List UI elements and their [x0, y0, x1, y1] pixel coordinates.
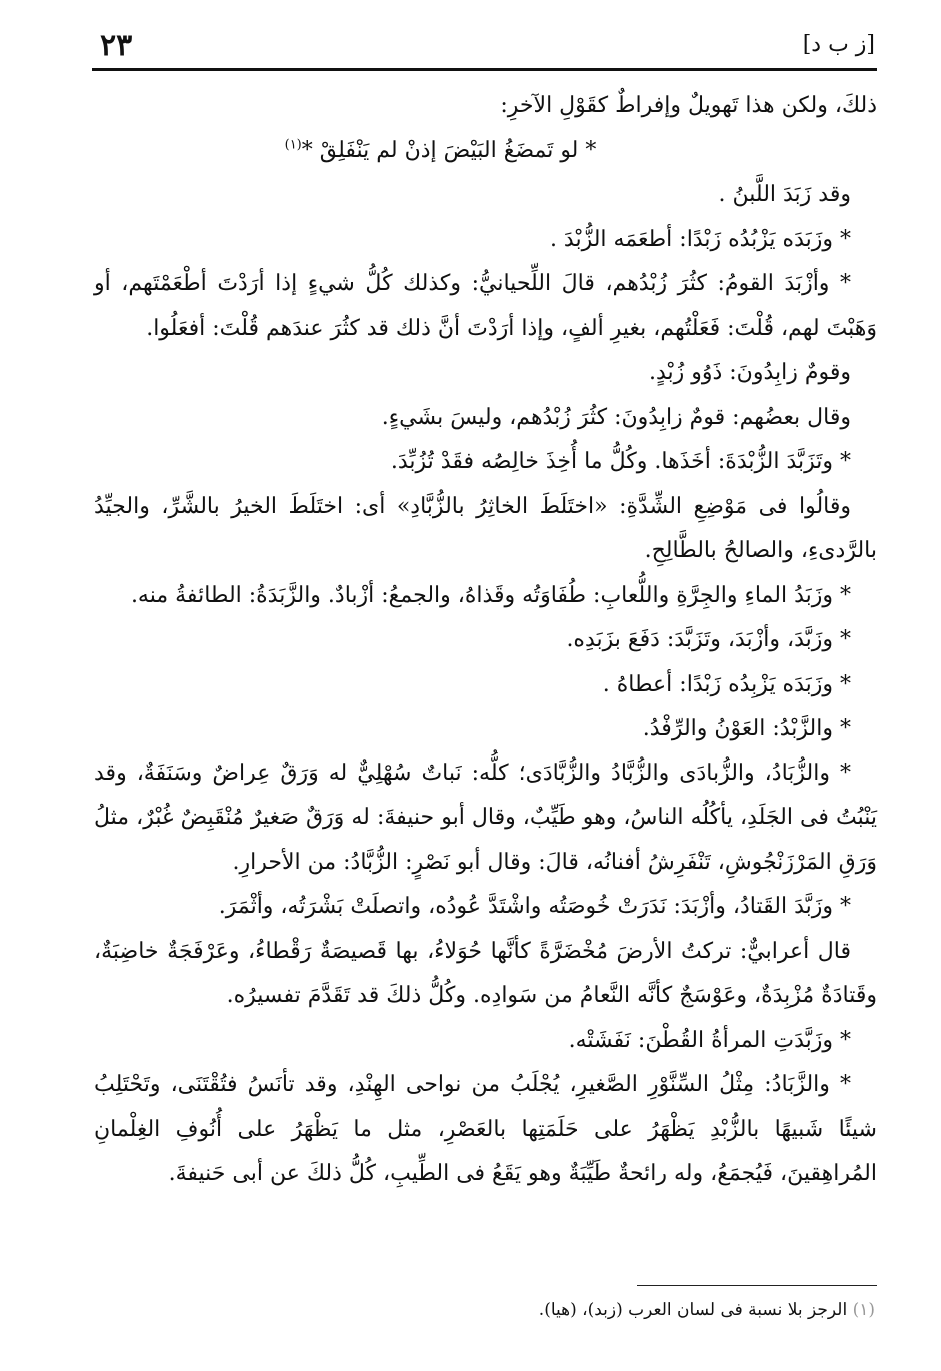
footnote-reference: (١) — [284, 137, 302, 153]
paragraph-10: * وزَبَدُ الماءِ والجِرَّةِ واللُّعابِ: طُفَاوَتُه وقَذاهُ، والجمعُ: أزْبادٌ. والزَّبَدَةُ: الطائفةُ منه. — [130, 582, 851, 608]
body-text — [94, 84, 877, 1197]
paragraph-18: * والزَّبَادُ: مِثْلُ السِّنَّوْرِ الصَّغيرِ، يُجْلَبُ من نواحى الهِنْدِ، وقد تأنَسُ فتُقْتَنَى، وتَحْتَلِبُ شيئًا شَبيهًا بالزُّبْدِ يَظْهَرُ على حَلَمَتِها بالعَصْرِ، مثل ما يَظْهَرُ على أُنُوفِ الغِلْمانِ المُراهِقينَ، فَيُجمَعُ، وله رائحةٌ طَيِّبَةٌ وهو يَقَعُ فى الطِّيبِ، كُلُّ ذلكَ عن أبى حَنيفةَ. — [94, 1072, 877, 1186]
paragraph-12: * وزَبَدَه يَزْبِدُه زَبْدًا: أعطاهُ . — [602, 671, 851, 697]
footnote-text: الرجز بلا نسبة فى لسان العرب (زبد)، (هيا). — [538, 1300, 848, 1320]
paragraph-1: ذلكَ، ولكن هذا تَهويلٌ وإفراطٌ كقَوْلِ الآخرِ: — [500, 93, 877, 118]
verse-line — [94, 129, 877, 174]
page-number: ٢٣ — [100, 28, 133, 63]
paragraph-3: وقد زَبَدَ اللَّبنُ . — [718, 182, 851, 207]
footnote-divider — [637, 1285, 877, 1286]
paragraph-9: وقالُوا فى مَوْضِعِ الشِّدَّةِ: «اختَلَطَ الخاثِرُ بالزُّبَّادِ» أى: اختَلَطَ الخيرُ بالشَّرِّ، والجيِّدُ بالرَّدىءِ، والصالحُ بالطَّالِحِ. — [94, 493, 877, 563]
paragraph-7: وقال بعضُهم: قومٌ زابِدُونَ: كثُرَ زُبْدُهم، وليسَ بشَيءٍ. — [381, 404, 851, 430]
paragraph-16: قال أعرابيٌّ: تركتُ الأرضَ مُخْضَرَّةً كأنَّها حُوَلاءُ، بها قَصيصَةٌ رَقْطاءُ، وعَرْفَجَةٌ خاضِبَةٌ، وقَتادَةٌ مُزْبِدَةٌ، وعَوْسَجٌ كأنَّه النَّعامُ من سَوادِه. وكُلُّ ذلكَ قد تَقَدَّمَ تفسيرُه. — [94, 938, 877, 1008]
page-header — [92, 26, 877, 70]
paragraph-13: * والزَّبْدُ: العَوْنُ والرِّفْدُ. — [642, 716, 851, 741]
paragraph-6: وقومٌ زابِدُونَ: ذَوُو زُبْدٍ. — [648, 360, 851, 385]
paragraph-15: * وزَبَّدَ القَتادُ، وأزْبَدَ: نَدَرَتْ خُوصَتُه واشْتَدَّ عُودُه، واتصلَتْ بَشْرَتُه، وأثْمَرَ. — [218, 894, 851, 919]
verse-text: * لو تَمضَغُ البَيْضَ إذنْ لم يَنْفَلِقْ * — [301, 137, 597, 163]
paragraph-4: * وزَبَدَه يَزْبُدُه زَبْدًا: أطعَمَه الزُّبْدَ . — [549, 226, 851, 252]
paragraph-14: * والزُّبَادُ، والزُّبادَى والزُّبَّادُ والزُّبَّادَى؛ كلُّه: نَباتٌ سُهْلِيٌّ له وَرَقٌ عِراضٌ وسَنَفَةٌ، وقد يَنْبُتُ فى الجَلَدِ، يأكُلُه الناسُ، وهو طَيِّبٌ، وقال أبو حنيفةَ: له وَرَقٌ صَغيرٌ مُنْقَبِضٌ غُبْرٌ، مثلُ وَرَقِ المَرْزَنْجُوشِ، تَنْفَرِشُ أفنانُه، قالَ: وقال أبو نَصْرٍ: الزُّبَّادُ: من الأحرارِ. — [94, 760, 877, 875]
paragraph-8: * وتَزَبَّدَ الزُّبْدَةَ: أخَذَها. وكُلُّ ما أُخِذَ خالِصُه فقَدْ تُزُبِّدَ. — [390, 449, 851, 474]
paragraph-17: * وزَبَّدَتِ المرأةُ القُطْنَ: نَفَشَتْه. — [568, 1027, 851, 1053]
header-divider — [92, 68, 877, 71]
footnote — [539, 1298, 875, 1322]
paragraph-11: * وزَبَّدَ، وأزْبَدَ، وتَزَبَّدَ: دَفَعَ بزَبَدِه. — [566, 627, 851, 652]
footnote-mark: (١) — [852, 1300, 875, 1320]
paragraph-5: * وأزْبَدَ القومُ: كثُرَ زُبْدُهم، قالَ اللِّحيانيُّ: وكذلك كُلُّ شيءٍ إذا أرَدْتَ أطْعَمْتَهم، أو وَهَبْتَ لهم، قُلْتَ: فَعَلْتُهم، بغيرِ ألفٍ، وإذا أرَدْتَ أنَّ ذلك قد كثُرَ عندَهم قُلْتَ: أفعَلُوا. — [94, 271, 877, 341]
root-label: [ز ب د] — [802, 32, 875, 57]
